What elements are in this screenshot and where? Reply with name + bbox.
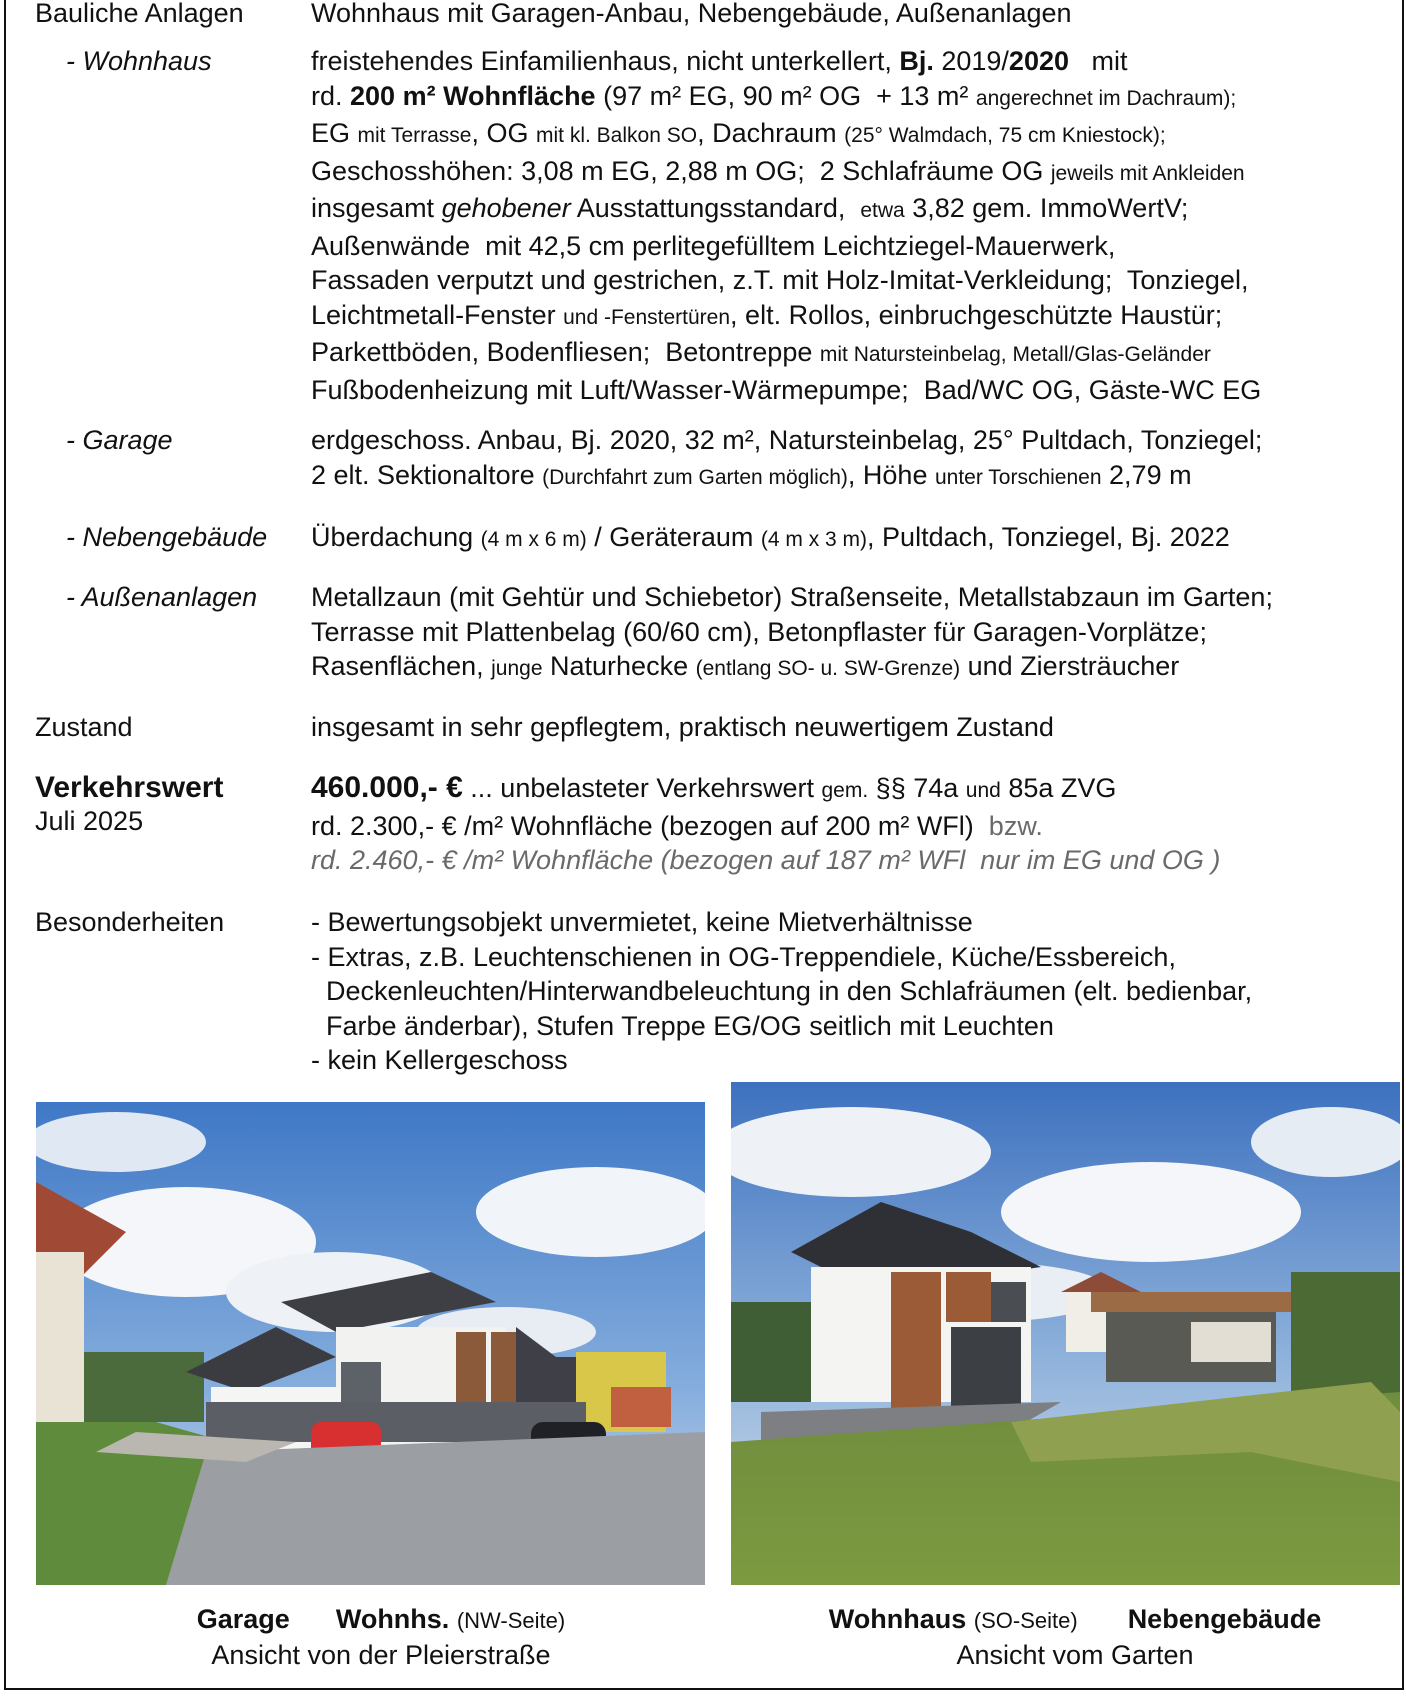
verkehrswert-date: Juli 2025 (35, 805, 144, 836)
nebengebaeude-line: Überdachung (4 m x 6 m) / Geräteraum (4 m x 3 m), Pultdach, Tonziegel, Bj. 2022 (311, 522, 1230, 552)
wohnhaus-line: Leichtmetall-Fenster und -Fenstertüren, elt. Rollos, einbruchgeschützte Haustür; (311, 299, 1223, 330)
verkehrswert-line: rd. 2.300,- € /m² Wohnfläche (bezogen auf 200 m² WFl) bzw. (311, 810, 1043, 841)
label-bauliche-anlagen: Bauliche Anlagen (35, 0, 244, 28)
wohnhaus-details (311, 44, 1261, 407)
caption-left-garage: Garage (196, 1604, 290, 1634)
besonderheiten-line: - Bewertungsobjekt unvermietet, keine Mietverhältnisse (311, 907, 973, 937)
label-garage: - Garage (66, 425, 173, 455)
wohnhaus-line: Parkettböden, Bodenfliesen; Betontreppe mit Natursteinbelag, Metall/Glas-Geländer (311, 337, 1211, 367)
caption-right-nebengebaeude: Nebengebäude (1127, 1604, 1322, 1634)
label-besonderheiten: Besonderheiten (35, 907, 225, 937)
caption-left-line2: Ansicht von der Pleierstraße (211, 1640, 551, 1670)
verkehrswert-details (311, 771, 1220, 878)
label-wohnhaus: - Wohnhaus (66, 46, 212, 76)
nebengebaeude-details (311, 520, 1230, 558)
wohnhaus-line: freistehendes Einfamilienhaus, nicht unterkellert, Bj. 2019/2020 mit (311, 46, 1128, 76)
section-verkehrswert (0, 771, 1406, 881)
garage-line: 2 elt. Sektionaltore (Durchfahrt zum Garten möglich), Höhe unter Torschienen 2,79 m (311, 459, 1192, 490)
garage-details (311, 423, 1262, 495)
wohnhaus-line: Außenwände mit 42,5 cm perlitegefülltem Leichtziegel-Mauerwerk, (311, 230, 1116, 261)
aussenanlagen-line: Metallzaun (mit Gehtür und Schiebetor) Straßenseite, Metallstabzaun im Garten; (311, 582, 1273, 612)
label-zustand: Zustand (35, 712, 133, 742)
wohnhaus-line: insgesamt gehobener Ausstattungsstandard, etwa 3,82 gem. ImmoWertV; (311, 193, 1189, 223)
caption-right-side: (SO-Seite) (973, 1608, 1078, 1633)
section-besonderheiten (0, 905, 1406, 1085)
wohnhaus-line: Fußbodenheizung mit Luft/Wasser-Wärmepumpe; Bad/WC OG, Gäste-WC EG (311, 374, 1262, 405)
besonderheiten-line: - Extras, z.B. Leuchtenschienen in OG-Treppendiele, Küche/Essbereich, (311, 941, 1176, 972)
label-verkehrswert: Verkehrswert (35, 771, 224, 804)
caption-left-side: (NW-Seite) (456, 1608, 566, 1633)
caption-right-wohnhaus: Wohnhaus (828, 1604, 967, 1634)
aussenanlagen-line: Terrasse mit Plattenbelag (60/60 cm), Betonpflaster für Garagen-Vorplätze; (311, 616, 1207, 647)
label-aussenanlagen: - Außenanlagen (66, 582, 258, 612)
besonderheiten-line: Farbe änderbar), Stufen Treppe EG/OG seitlich mit Leuchten (311, 1010, 1054, 1041)
besonderheiten-details (311, 905, 1252, 1078)
photo-wohnhaus-nebengebaeude-so (731, 1082, 1400, 1585)
wohnhaus-line: Geschosshöhen: 3,08 m EG, 2,88 m OG; 2 Schlafräume OG jeweils mit Ankleiden (311, 155, 1245, 186)
caption-right-line2: Ansicht vom Garten (956, 1640, 1194, 1670)
caption-left (0, 1602, 762, 1672)
verkehrswert-line: 460.000,- € ... unbelasteter Verkehrswert gem. §§ 74a und 85a ZVG (311, 771, 1117, 804)
value-bauliche-anlagen: Wohnhaus mit Garagen-Anbau, Nebengebäude, Außenanlagen (311, 0, 1072, 28)
besonderheiten-line: - kein Kellergeschoss (311, 1045, 568, 1075)
wohnhaus-line: Fassaden verputzt und gestrichen, z.T. mit Holz-Imitat-Verkleidung; Tonziegel, (311, 265, 1249, 295)
aussenanlagen-details (311, 580, 1273, 687)
verkehrswert-line: rd. 2.460,- € /m² Wohnfläche (bezogen auf 187 m² WFl nur im EG und OG ) (311, 845, 1221, 875)
value-zustand: insgesamt in sehr gepflegtem, praktisch neuwertigem Zustand (311, 712, 1054, 742)
label-nebengebaeude: - Nebengebäude (66, 522, 268, 552)
frame-bottom-border (4, 1688, 1404, 1690)
garage-line: erdgeschoss. Anbau, Bj. 2020, 32 m², Natursteinbelag, 25° Pultdach, Tonziegel; (311, 425, 1263, 455)
wohnhaus-line: rd. 200 m² Wohnfläche (97 m² EG, 90 m² OG + 13 m² angerechnet im Dachraum); (311, 80, 1237, 111)
besonderheiten-line: Deckenleuchten/Hinterwandbeleuchtung in den Schlafräumen (elt. bedienbar, (311, 976, 1253, 1006)
photo-garage-wohnhaus-nw (36, 1102, 705, 1585)
caption-right (694, 1602, 1406, 1672)
verkehrswert-amount: 460.000,- € (311, 771, 463, 804)
aussenanlagen-line: Rasenflächen, junge Naturhecke (entlang SO- u. SW-Grenze) und Ziersträucher (311, 651, 1180, 681)
caption-left-wohnhs: Wohnhs. (335, 1604, 450, 1634)
wohnhaus-line: EG mit Terrasse, OG mit kl. Balkon SO, Dachraum (25° Walmdach, 75 cm Kniestock); (311, 118, 1166, 148)
section-wohnhaus (0, 44, 1406, 404)
